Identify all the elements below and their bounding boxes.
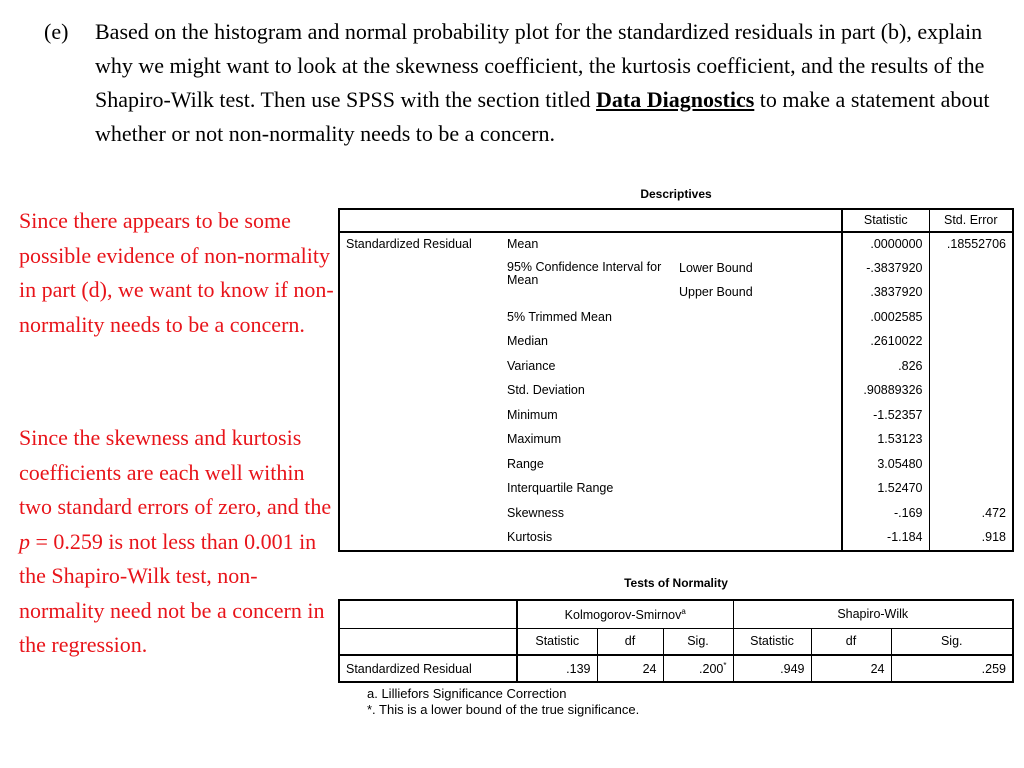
statistic-label: Mean xyxy=(507,237,539,251)
question-label: (e) xyxy=(44,19,69,44)
statistic-value: .90889326 xyxy=(842,379,929,404)
answer-p2-before: Since the skewness and kurtosis coefficients are each well within two standard errors of zero, and the xyxy=(19,425,332,519)
descriptives-corner-cell xyxy=(339,209,842,232)
statistic-sublabel: Upper Bound xyxy=(679,285,753,299)
ks-sig-value: .200 xyxy=(699,662,724,677)
answer-p2-after: = 0.259 is not less than 0.001 in the Shapiro-Wilk test, non-normality need not be a concern in the regression. xyxy=(19,528,325,657)
footnote-a: a. Lilliefors Significance Correction xyxy=(367,686,567,701)
footnote-star: *. This is a lower bound of the true significance. xyxy=(367,702,640,717)
statistic-label: Interquartile Range xyxy=(507,481,614,495)
std-error-value xyxy=(929,257,1013,282)
ks-sig-marker: * xyxy=(723,660,727,670)
statistic-sublabel xyxy=(673,477,842,502)
question-text xyxy=(95,15,1000,151)
statistic-value: .826 xyxy=(842,355,929,380)
statistic-value: .2610022 xyxy=(842,330,929,355)
statistic-sublabel xyxy=(673,306,842,331)
ks-statistic: .139 xyxy=(566,661,591,676)
answer-paragraph-1: Since there appears to be some possible evidence of non-normality in part (d), we want to know if non-normality needs to be a concern. xyxy=(19,208,334,337)
statistic-label: Range xyxy=(507,456,544,471)
normality-data-row xyxy=(339,655,1013,682)
statistic-sublabel xyxy=(673,428,842,453)
statistic-label: Maximum xyxy=(507,432,562,446)
ks-df-header: df xyxy=(597,628,663,655)
std-error-value xyxy=(929,379,1013,404)
std-error-value xyxy=(929,355,1013,380)
ks-footnote-marker: a xyxy=(681,606,686,616)
sw-df-header: df xyxy=(811,628,891,655)
sw-sig-header: Sig. xyxy=(891,628,1013,655)
statistic-value: 3.05480 xyxy=(842,453,929,478)
statistic-label: Skewness xyxy=(507,505,564,520)
std-error-value xyxy=(929,428,1013,453)
ks-header-label: Kolmogorov-Smirnov xyxy=(564,607,682,622)
statistic-label: Variance xyxy=(507,358,556,373)
statistic-value: -.169 xyxy=(842,502,929,527)
sw-statistic: .949 xyxy=(733,655,811,682)
ks-sig-header: Sig. xyxy=(663,628,733,655)
statistic-value: .0000000 xyxy=(842,232,929,257)
statistic-label: 95% Confidence Interval for Mean xyxy=(507,259,662,287)
statistic-value: -1.184 xyxy=(842,526,929,551)
statistic-sublabel xyxy=(673,404,842,429)
question-text-part2: to make a statement about whether or not non-normality needs to be a concern. xyxy=(95,87,990,146)
statistic-value: 1.53123 xyxy=(842,428,929,453)
sw-sig: .259 xyxy=(891,655,1013,682)
sw-statistic-header: Statistic xyxy=(733,628,811,655)
statistic-label: Std. Deviation xyxy=(507,383,585,397)
sw-header: Shapiro-Wilk xyxy=(733,600,1013,628)
statistic-value: 1.52470 xyxy=(842,477,929,502)
std-error-value xyxy=(929,404,1013,429)
descriptives-row xyxy=(339,232,1013,257)
p-value-symbol: p xyxy=(19,528,30,554)
std-error-value xyxy=(929,306,1013,331)
statistic-sublabel xyxy=(673,526,842,551)
statistic-sublabel xyxy=(673,355,842,380)
statistic-value: .0002585 xyxy=(842,306,929,331)
normality-subheader-row xyxy=(339,628,1013,655)
std-error-value: .18552706 xyxy=(929,232,1013,257)
std-error-value xyxy=(929,453,1013,478)
std-error-column-header: Std. Error xyxy=(929,209,1013,232)
statistic-label: Median xyxy=(507,334,548,348)
statistic-label: 5% Trimmed Mean xyxy=(507,309,612,324)
ks-df: 24 xyxy=(597,655,663,682)
ks-sig xyxy=(663,655,733,682)
statistic-value: -1.52357 xyxy=(842,404,929,429)
data-diagnostics-link: Data Diagnostics xyxy=(596,87,755,112)
answer-paragraph-2 xyxy=(19,421,339,663)
std-error-value: .472 xyxy=(929,502,1013,527)
statistic-sublabel xyxy=(673,453,842,478)
statistic-label: Minimum xyxy=(507,407,558,422)
statistic-sublabel xyxy=(673,379,842,404)
normality-corner-cell-2 xyxy=(339,628,517,655)
normality-row-label: Standardized Residual xyxy=(339,655,517,682)
ks-header xyxy=(517,600,733,628)
normality-header-row xyxy=(339,600,1013,628)
statistic-sublabel xyxy=(673,330,842,355)
descriptives-title: Descriptives xyxy=(640,187,712,201)
statistic-column-header: Statistic xyxy=(842,209,929,232)
statistic-label: Kurtosis xyxy=(507,530,553,544)
std-error-value xyxy=(929,281,1013,306)
question-text-part1: Based on the histogram and normal probability plot for the standardized residuals in part (b), explain why we might want to look at the skewness coefficient, the kurtosis coefficient, and the results of the Shapiro-Wilk test. Then use SPSS with the section titled xyxy=(95,19,985,112)
variable-name: Standardized Residual xyxy=(346,237,472,251)
statistic-sublabel xyxy=(673,232,842,257)
descriptives-header-row xyxy=(339,209,1013,232)
statistic-sublabel: Lower Bound xyxy=(679,260,753,275)
normality-corner-cell xyxy=(339,600,517,628)
std-error-value: .918 xyxy=(929,526,1013,551)
statistic-sublabel xyxy=(673,502,842,527)
ks-statistic-header: Statistic xyxy=(517,628,597,655)
std-error-value xyxy=(929,330,1013,355)
descriptives-table xyxy=(338,208,1014,552)
std-error-value xyxy=(929,477,1013,502)
statistic-value: .3837920 xyxy=(842,281,929,306)
sw-df: 24 xyxy=(811,655,891,682)
normality-title: Tests of Normality xyxy=(624,576,728,590)
normality-table xyxy=(338,599,1014,683)
statistic-value: -.3837920 xyxy=(842,257,929,282)
